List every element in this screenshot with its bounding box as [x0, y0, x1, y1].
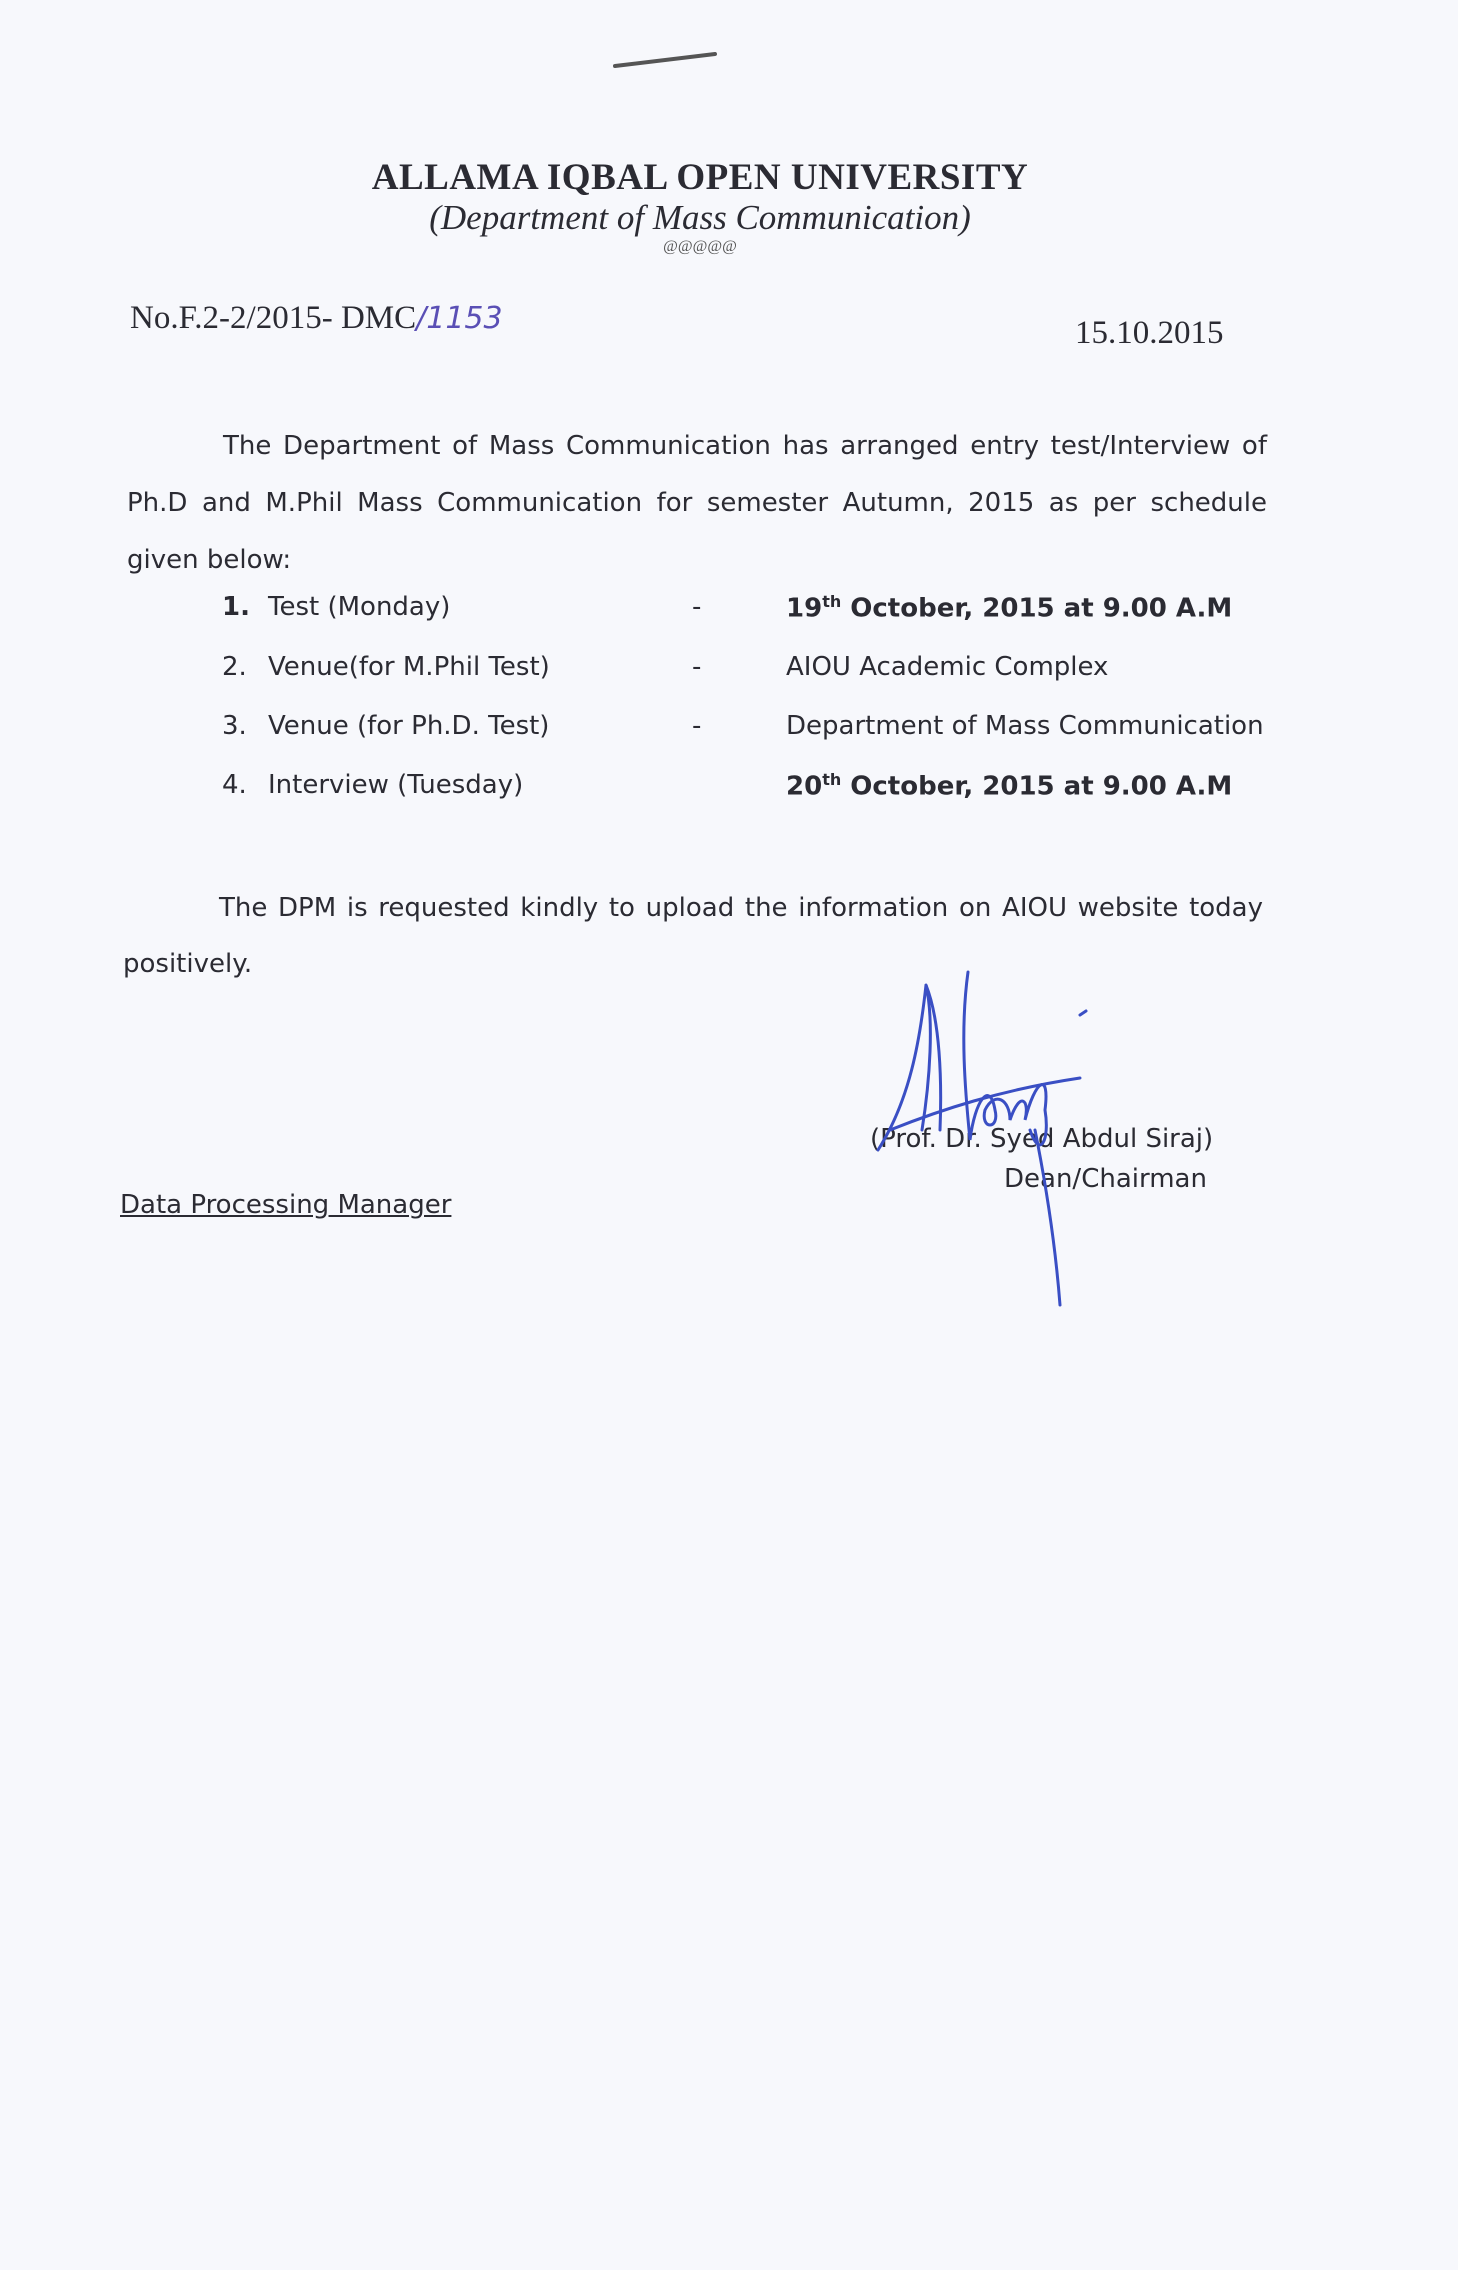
reference-prefix: No.F.2-2/2015- DMC: [130, 300, 417, 336]
value-rest: October, 2015 at 9.00 A.M: [841, 771, 1233, 802]
closing-paragraph: The DPM is requested kindly to upload the information on AIOU website today positively.: [123, 893, 1263, 979]
signature: [860, 960, 1180, 1310]
value-day: 20: [786, 771, 823, 802]
schedule-item: [0, 711, 1458, 751]
schedule-item: [0, 592, 1458, 632]
value-rest: October, 2015 at 9.00 A.M: [841, 593, 1233, 624]
schedule-item: [0, 652, 1458, 692]
letter-date: 15.10.2015: [1075, 315, 1224, 351]
item-value: AIOU Academic Complex: [786, 652, 1109, 682]
value-sup: th: [822, 592, 842, 611]
university-name: ALLAMA IQBAL OPEN UNIVERSITY: [371, 157, 1029, 198]
item-dash: -: [692, 652, 702, 682]
item-label: Interview (Tuesday): [268, 770, 524, 800]
item-number: 3.: [222, 711, 247, 741]
value-day: 19: [786, 593, 823, 624]
item-dash: -: [692, 711, 702, 741]
item-dash: -: [692, 592, 702, 622]
signatory-title: Dean/Chairman: [1004, 1164, 1207, 1194]
item-value: [786, 592, 1232, 624]
item-number: 2.: [222, 652, 247, 682]
recipient: Data Processing Manager: [120, 1190, 452, 1220]
reference-number: [130, 300, 503, 337]
item-value: Department of Mass Communication: [786, 711, 1264, 741]
intro-paragraph: The Department of Mass Communication has arranged entry test/Interview of Ph.D and M.Phil Mass Communication for semester Autumn, 2015 as per schedule given below:: [127, 431, 1267, 575]
value-sup: th: [822, 770, 842, 789]
schedule-item: [0, 770, 1458, 810]
header-ornament: @@@@@: [663, 238, 737, 255]
item-label: Venue (for Ph.D. Test): [268, 711, 550, 741]
pen-mark: [610, 48, 720, 73]
handwritten-number: /1153: [416, 301, 503, 336]
item-number: 1.: [222, 592, 250, 622]
signatory-name: (Prof. Dr. Syed Abdul Siraj): [870, 1124, 1214, 1154]
item-label: Venue(for M.Phil Test): [268, 652, 550, 682]
item-value: [786, 770, 1232, 802]
item-label: Test (Monday): [268, 592, 451, 622]
item-number: 4.: [222, 770, 247, 800]
department-name: (Department of Mass Communication): [429, 198, 971, 237]
